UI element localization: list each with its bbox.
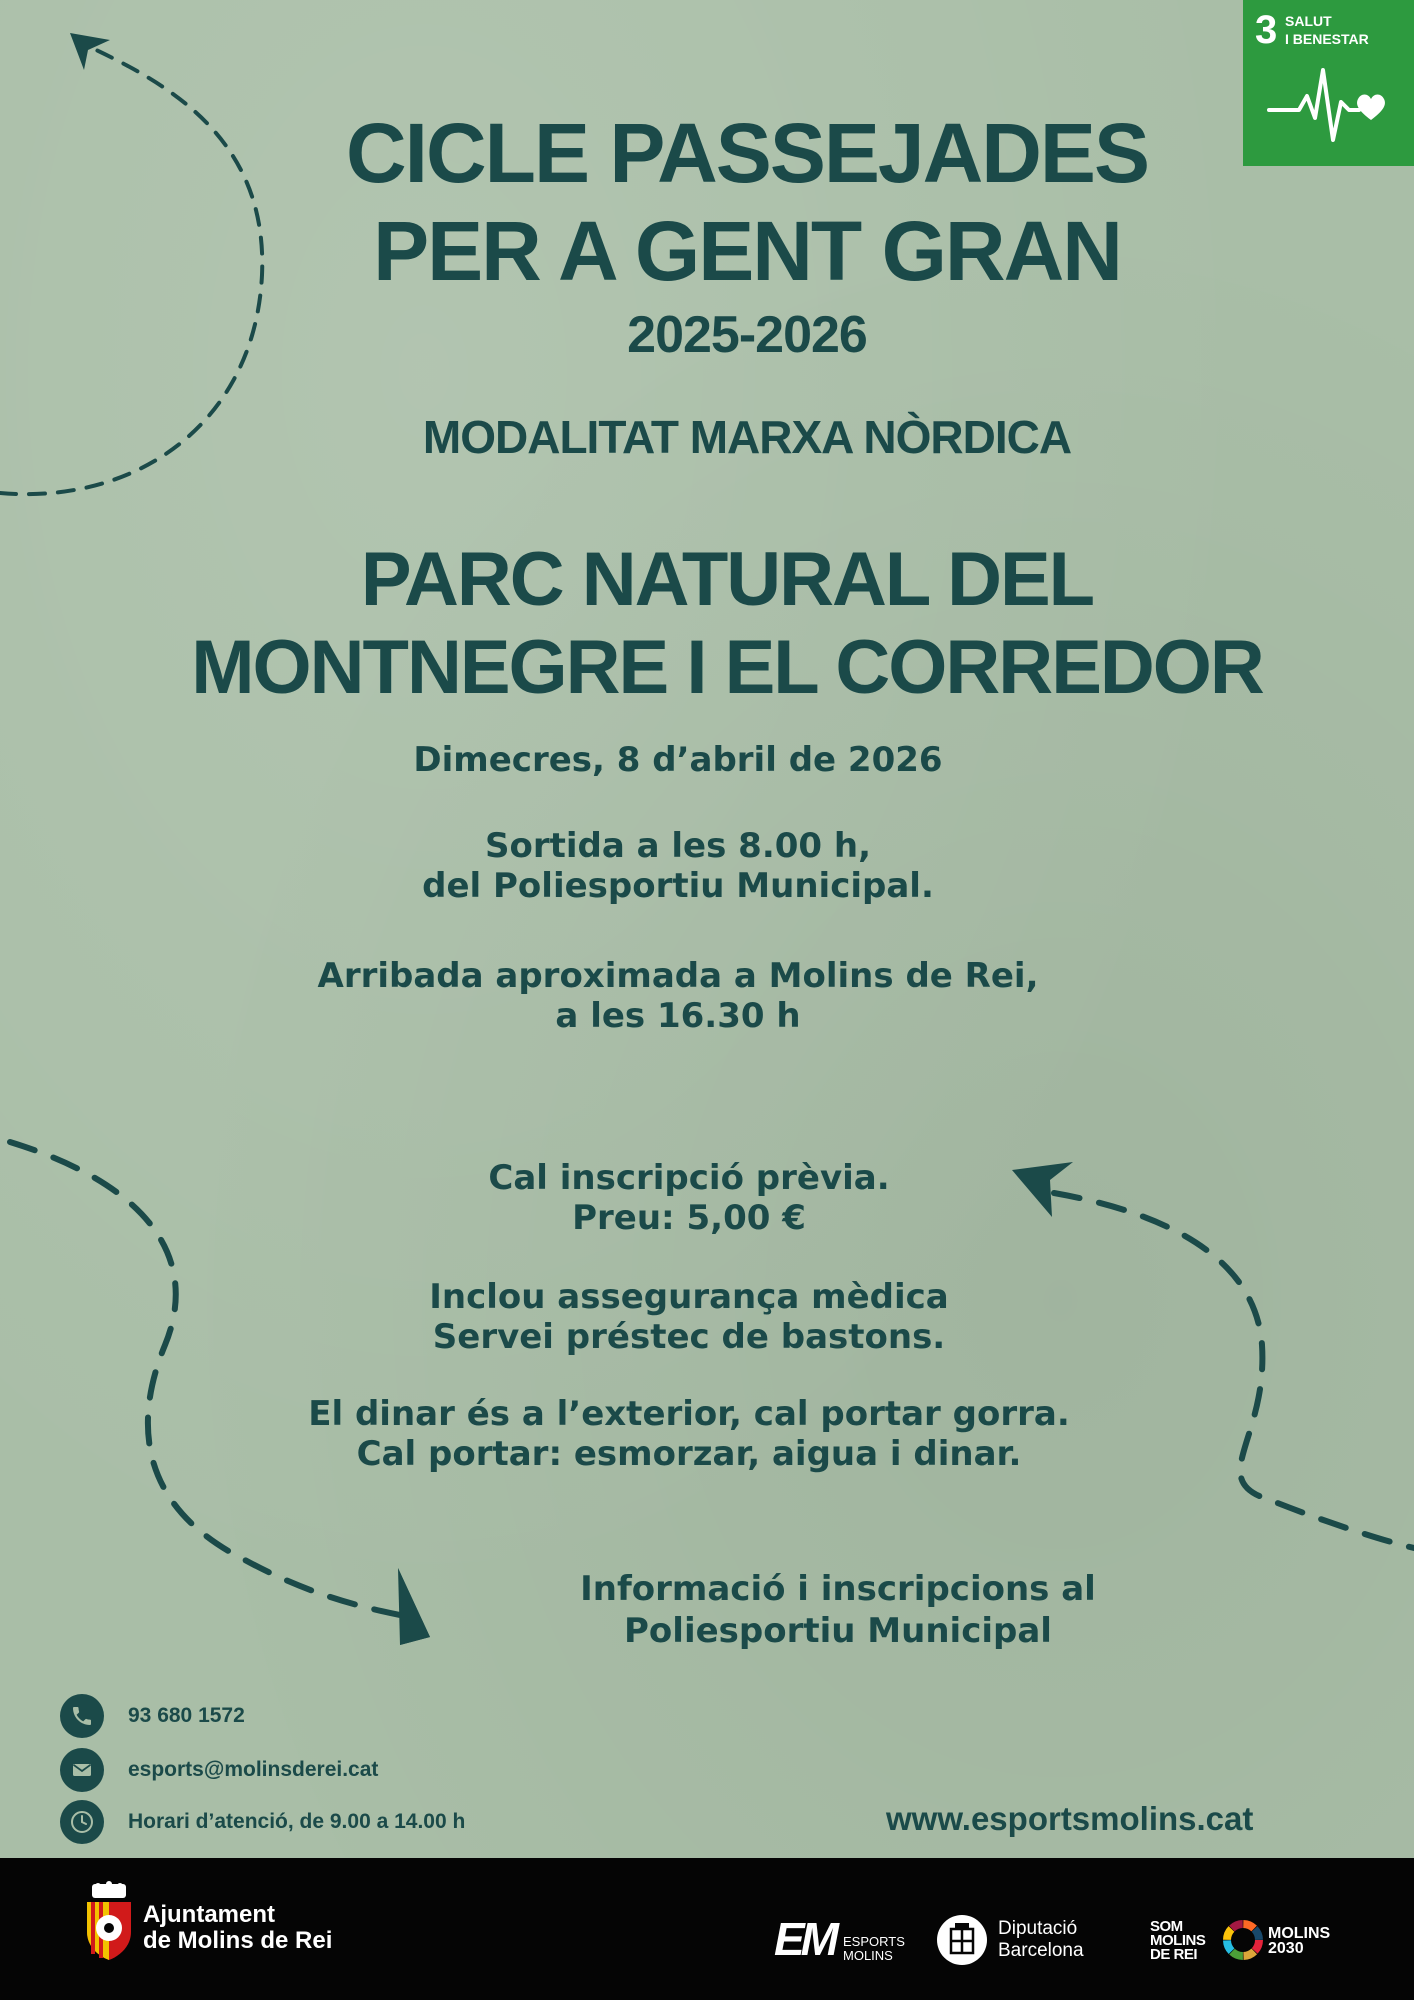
phone-contact[interactable]	[60, 1694, 245, 1738]
title-line-2: PER A GENT GRAN	[373, 204, 1121, 298]
registration-info	[0, 1158, 1378, 1238]
molins-label: MOLINS	[1268, 1925, 1331, 1942]
ajuntament-logo-text	[143, 1902, 332, 1954]
diputacio-logo-text	[998, 1918, 1084, 1962]
arrival-info	[0, 956, 1356, 1036]
sdg-number: 3	[1255, 8, 1278, 52]
diputacio-emblem-icon	[937, 1915, 987, 1965]
lunch-line-2: Cal portar: esmorzar, aigua i dinar.	[356, 1434, 1022, 1474]
season-years: 2025-2026	[627, 306, 867, 364]
esports-molins-mark: EM	[774, 1913, 835, 1965]
poster-title	[40, 104, 1414, 300]
arrival-line-2: a les 16.30 h	[555, 996, 801, 1036]
ajuntament-line-1: Ajuntament	[143, 1901, 275, 1928]
info-line-1: Informació i inscripcions al	[580, 1569, 1096, 1609]
sponsor-footer	[0, 1858, 1414, 2000]
diputacio-line-1: Diputació	[998, 1918, 1078, 1939]
diputacio-line-2: Barcelona	[998, 1940, 1084, 1961]
price: Preu: 5,00 €	[572, 1198, 806, 1238]
includes-info	[0, 1277, 1378, 1357]
departure-line-1: Sortida a les 8.00 h,	[484, 826, 872, 866]
sdg-label-line2: I BENESTAR	[1285, 31, 1369, 47]
molins-year: 2030	[1268, 1940, 1304, 1957]
som-molins-text	[1150, 1920, 1205, 1962]
molins-2030-text	[1268, 1926, 1330, 1956]
lunch-info	[0, 1394, 1378, 1474]
esports-line-2: MOLINS	[843, 1948, 893, 1963]
includes-line-1: Inclou assegurança mèdica	[429, 1277, 949, 1317]
sdg-label	[1285, 12, 1405, 48]
modality-heading: MODALITAT MARXA NÒRDICA	[422, 411, 1072, 463]
destination-line-1: PARC NATURAL DEL	[360, 537, 1094, 622]
opening-hours	[60, 1800, 465, 1844]
phone-number: 93 680 1572	[128, 1704, 245, 1727]
sdg-wheel-icon	[1221, 1918, 1265, 1962]
som-line-1: SOM	[1150, 1918, 1183, 1935]
includes-line-2: Servei préstec de bastons.	[432, 1317, 946, 1357]
mail-icon	[60, 1748, 104, 1792]
ajuntament-line-2: de Molins de Rei	[143, 1927, 333, 1954]
info-line-2: Poliesportiu Municipal	[624, 1611, 1052, 1651]
email-contact[interactable]	[60, 1748, 378, 1792]
destination-line-2: MONTNEGRE I EL CORREDOR	[191, 625, 1263, 710]
registration-note: Cal inscripció prèvia.	[488, 1158, 890, 1198]
phone-icon	[60, 1694, 104, 1738]
som-line-3: DE REI	[1150, 1946, 1198, 1963]
destination-heading	[20, 536, 1414, 712]
sdg-label-line1: SALUT	[1285, 13, 1332, 29]
arrival-line-1: Arribada aproximada a Molins de Rei,	[317, 956, 1039, 996]
hours-text: Horari d’atenció, de 9.00 a 14.00 h	[128, 1810, 466, 1833]
title-line-1: CICLE PASSEJADES	[346, 106, 1148, 200]
lunch-line-1: El dinar és a l’exterior, cal portar gorra.	[308, 1394, 1070, 1434]
esports-line-1: ESPORTS	[843, 1934, 905, 1949]
departure-info	[0, 826, 1356, 906]
event-date: Dimecres, 8 d’abril de 2026	[413, 740, 943, 780]
ajuntament-crest-icon	[84, 1880, 134, 1962]
email-address: esports@molinsderei.cat	[128, 1758, 379, 1781]
departure-line-2: del Poliesportiu Municipal.	[422, 866, 934, 906]
information-note	[420, 1568, 1256, 1652]
website-link[interactable]: www.esportsmolins.cat	[886, 1800, 1254, 1837]
clock-icon	[60, 1800, 104, 1844]
som-line-2: MOLINS	[1150, 1932, 1206, 1949]
esports-molins-text	[843, 1935, 905, 1963]
